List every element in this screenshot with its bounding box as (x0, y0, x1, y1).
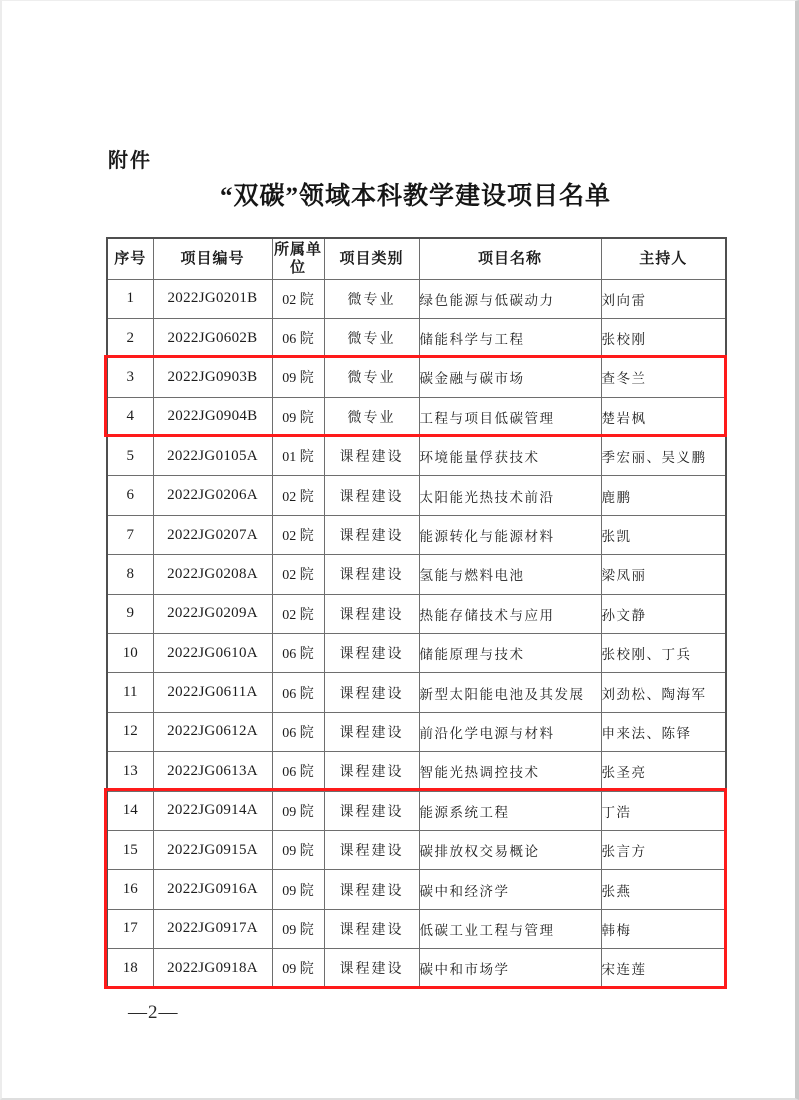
cell-project-name: 储能科学与工程 (419, 318, 601, 357)
cell-leader: 丁浩 (601, 791, 726, 830)
cell-project-name: 低碳工业工程与管理 (419, 909, 601, 948)
cell-leader: 韩梅 (601, 909, 726, 948)
cell-project-code: 2022JG0916A (153, 870, 272, 909)
cell-project-code: 2022JG0201B (153, 279, 272, 318)
cell-unit: 09 院 (272, 870, 324, 909)
cell-category: 课程建设 (324, 437, 419, 476)
cell-leader: 楚岩枫 (601, 397, 726, 436)
cell-category: 微专业 (324, 358, 419, 397)
header-category: 项目类别 (324, 238, 419, 279)
cell-project-code: 2022JG0602B (153, 318, 272, 357)
cell-serial: 11 (107, 673, 153, 712)
cell-unit: 02 院 (272, 594, 324, 633)
cell-project-name: 能源系统工程 (419, 791, 601, 830)
cell-leader: 刘劲松、陶海军 (601, 673, 726, 712)
cell-serial: 10 (107, 634, 153, 673)
cell-category: 课程建设 (324, 752, 419, 791)
table-row (107, 555, 726, 594)
cell-category: 课程建设 (324, 909, 419, 948)
cell-unit: 09 院 (272, 358, 324, 397)
document-title: “双碳”领域本科教学建设项目名单 (219, 183, 611, 210)
cell-unit: 06 院 (272, 712, 324, 751)
table-row (107, 318, 726, 357)
cell-leader: 申来法、陈铎 (601, 712, 726, 751)
cell-project-name: 能源转化与能源材料 (419, 515, 601, 554)
cell-project-name: 环境能量俘获技术 (419, 437, 601, 476)
cell-category: 课程建设 (324, 515, 419, 554)
table-header-row (107, 238, 726, 279)
cell-leader: 张校刚、丁兵 (601, 634, 726, 673)
table-row (107, 830, 726, 869)
cell-serial: 8 (107, 555, 153, 594)
table-row (107, 712, 726, 751)
cell-project-code: 2022JG0611A (153, 673, 272, 712)
cell-project-name: 前沿化学电源与材料 (419, 712, 601, 751)
header-project-code: 项目编号 (153, 238, 272, 279)
cell-unit: 09 院 (272, 791, 324, 830)
table-row (107, 870, 726, 909)
table-row (107, 594, 726, 633)
cell-serial: 9 (107, 594, 153, 633)
cell-serial: 12 (107, 712, 153, 751)
table-row (107, 476, 726, 515)
table-row (107, 358, 726, 397)
cell-unit: 02 院 (272, 279, 324, 318)
cell-serial: 16 (107, 870, 153, 909)
cell-project-code: 2022JG0612A (153, 712, 272, 751)
table-row (107, 949, 726, 988)
cell-leader: 张校刚 (601, 318, 726, 357)
cell-project-name: 碳金融与碳市场 (419, 358, 601, 397)
cell-serial: 15 (107, 830, 153, 869)
cell-unit: 06 院 (272, 318, 324, 357)
cell-category: 课程建设 (324, 673, 419, 712)
cell-unit: 02 院 (272, 555, 324, 594)
cell-leader: 查冬兰 (601, 358, 726, 397)
table-row (107, 397, 726, 436)
cell-project-code: 2022JG0914A (153, 791, 272, 830)
header-unit: 所属单位 (272, 238, 324, 279)
header-project-name: 项目名称 (419, 238, 601, 279)
cell-unit: 09 院 (272, 949, 324, 988)
cell-project-code: 2022JG0610A (153, 634, 272, 673)
cell-project-code: 2022JG0209A (153, 594, 272, 633)
cell-serial: 2 (107, 318, 153, 357)
cell-leader: 梁凤丽 (601, 555, 726, 594)
header-leader: 主持人 (601, 238, 726, 279)
cell-serial: 17 (107, 909, 153, 948)
cell-serial: 1 (107, 279, 153, 318)
cell-project-code: 2022JG0207A (153, 515, 272, 554)
cell-serial: 5 (107, 437, 153, 476)
cell-category: 微专业 (324, 397, 419, 436)
cell-unit: 09 院 (272, 397, 324, 436)
cell-leader: 季宏丽、吴义鹏 (601, 437, 726, 476)
cell-category: 课程建设 (324, 949, 419, 988)
cell-category: 微专业 (324, 279, 419, 318)
table-row (107, 515, 726, 554)
cell-leader: 张燕 (601, 870, 726, 909)
cell-leader: 张言方 (601, 830, 726, 869)
cell-project-code: 2022JG0904B (153, 397, 272, 436)
cell-unit: 02 院 (272, 476, 324, 515)
cell-project-code: 2022JG0903B (153, 358, 272, 397)
cell-unit: 09 院 (272, 909, 324, 948)
cell-project-name: 工程与项目低碳管理 (419, 397, 601, 436)
cell-project-code: 2022JG0105A (153, 437, 272, 476)
cell-project-code: 2022JG0613A (153, 752, 272, 791)
cell-unit: 06 院 (272, 634, 324, 673)
cell-leader: 孙文静 (601, 594, 726, 633)
cell-serial: 13 (107, 752, 153, 791)
cell-leader: 宋连莲 (601, 949, 726, 988)
cell-project-code: 2022JG0208A (153, 555, 272, 594)
cell-serial: 14 (107, 791, 153, 830)
cell-category: 课程建设 (324, 594, 419, 633)
cell-project-name: 碳中和经济学 (419, 870, 601, 909)
table-row (107, 437, 726, 476)
cell-unit: 02 院 (272, 515, 324, 554)
table-row (107, 752, 726, 791)
table-row (107, 673, 726, 712)
cell-leader: 刘向雷 (601, 279, 726, 318)
cell-project-name: 氢能与燃料电池 (419, 555, 601, 594)
cell-leader: 鹿鹏 (601, 476, 726, 515)
table-row (107, 909, 726, 948)
cell-project-code: 2022JG0206A (153, 476, 272, 515)
cell-unit: 09 院 (272, 830, 324, 869)
page-number: —2— (128, 1002, 179, 1023)
projects-table-wrap (106, 237, 725, 989)
cell-serial: 7 (107, 515, 153, 554)
cell-project-name: 新型太阳能电池及其发展 (419, 673, 601, 712)
cell-project-code: 2022JG0918A (153, 949, 272, 988)
projects-table (106, 237, 727, 989)
cell-category: 课程建设 (324, 555, 419, 594)
cell-category: 课程建设 (324, 476, 419, 515)
cell-serial: 4 (107, 397, 153, 436)
cell-project-name: 碳排放权交易概论 (419, 830, 601, 869)
table-row (107, 279, 726, 318)
cell-category: 课程建设 (324, 712, 419, 751)
cell-serial: 3 (107, 358, 153, 397)
table-row (107, 634, 726, 673)
cell-project-name: 储能原理与技术 (419, 634, 601, 673)
cell-project-name: 碳中和市场学 (419, 949, 601, 988)
cell-category: 课程建设 (324, 870, 419, 909)
projects-table-body (107, 279, 726, 988)
cell-project-name: 绿色能源与低碳动力 (419, 279, 601, 318)
cell-project-code: 2022JG0915A (153, 830, 272, 869)
cell-serial: 6 (107, 476, 153, 515)
cell-project-name: 热能存储技术与应用 (419, 594, 601, 633)
cell-project-name: 智能光热调控技术 (419, 752, 601, 791)
cell-unit: 01 院 (272, 437, 324, 476)
header-serial: 序号 (107, 238, 153, 279)
attachment-label: 附件 (108, 150, 152, 172)
cell-leader: 张圣亮 (601, 752, 726, 791)
cell-category: 课程建设 (324, 634, 419, 673)
cell-project-name: 太阳能光热技术前沿 (419, 476, 601, 515)
cell-unit: 06 院 (272, 673, 324, 712)
cell-category: 微专业 (324, 318, 419, 357)
cell-category: 课程建设 (324, 830, 419, 869)
cell-serial: 18 (107, 949, 153, 988)
cell-category: 课程建设 (324, 791, 419, 830)
table-row (107, 791, 726, 830)
cell-project-code: 2022JG0917A (153, 909, 272, 948)
cell-leader: 张凯 (601, 515, 726, 554)
cell-unit: 06 院 (272, 752, 324, 791)
